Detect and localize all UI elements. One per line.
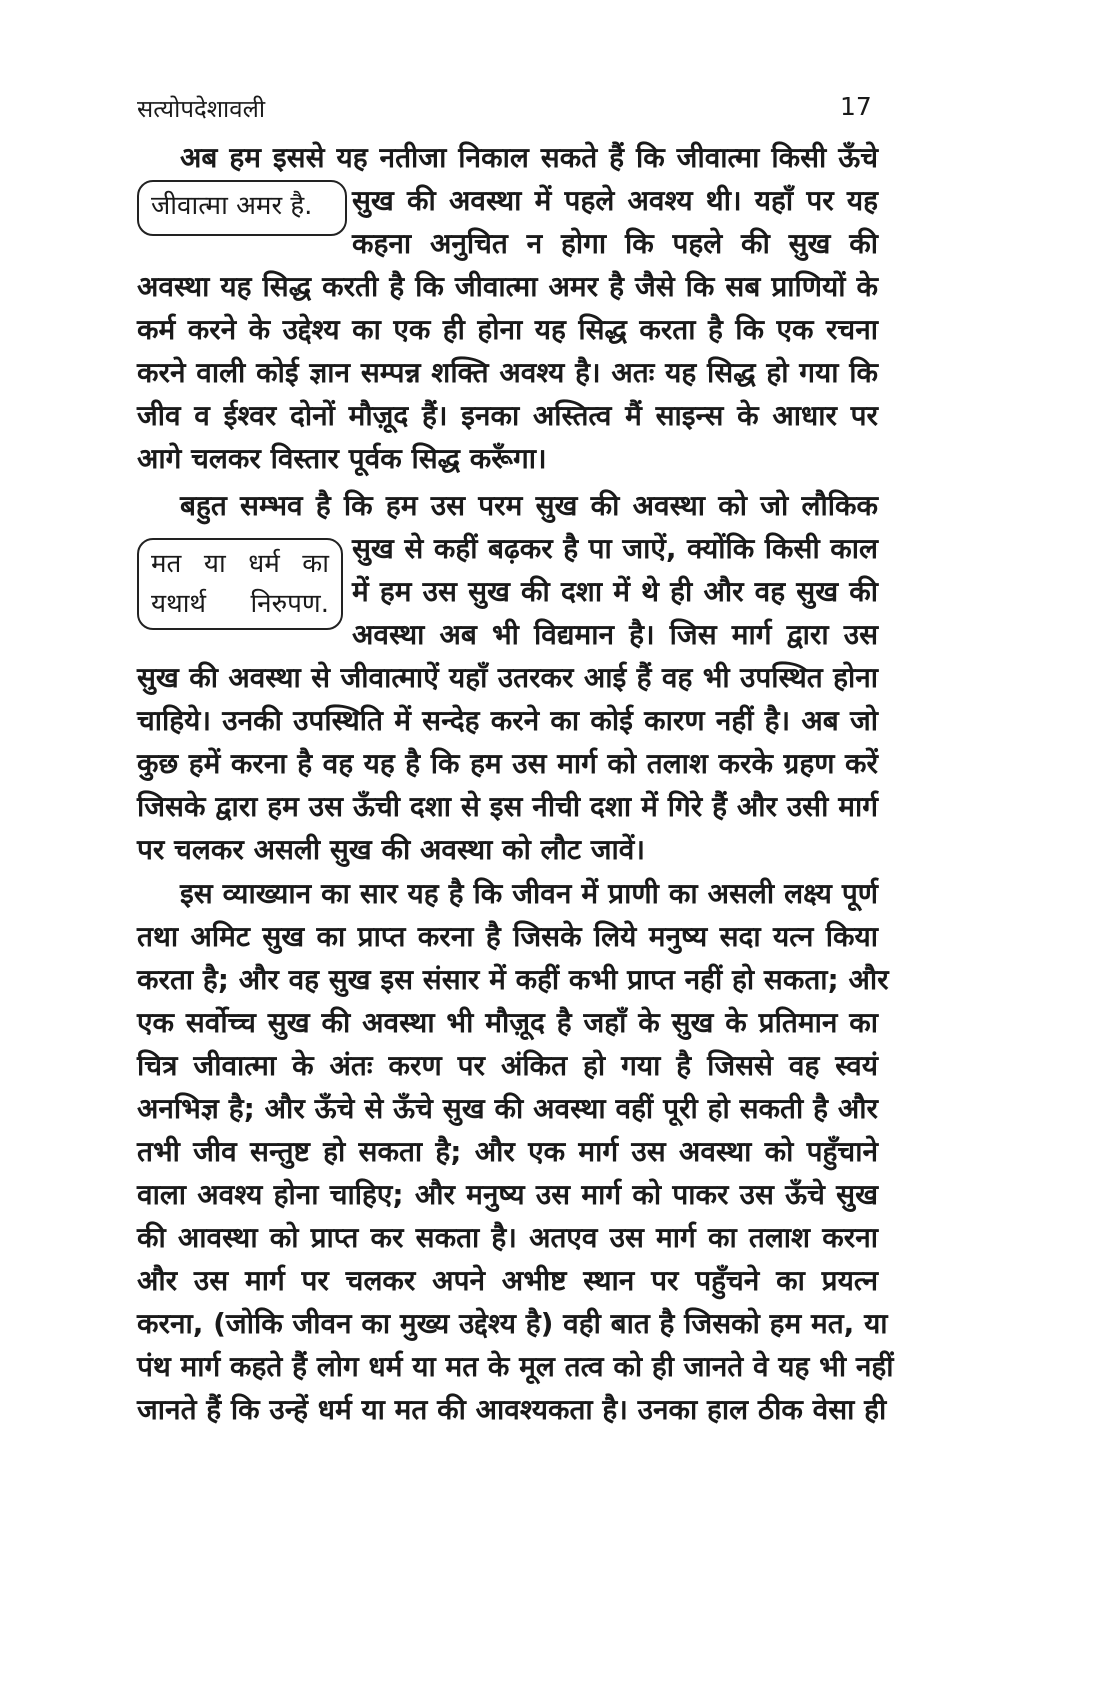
text-line: कर्म करने के उद्देश्य का एक ही होना यह सिद्ध करता है कि एक रचना <box>137 313 878 346</box>
side-note-line: यथार्थ निरुपण. <box>151 589 329 619</box>
text-line: पंथ मार्ग कहते हैं लोग धर्म या मत के मूल तत्व को ही जानते वे यह भी नहीं <box>137 1350 894 1383</box>
text-line: जानते हैं कि उन्हें धर्म या मत की आवश्यकता है। उनका हाल ठीक वेसा ही <box>137 1393 887 1426</box>
text-line: इस व्याख्यान का सार यह है कि जीवन में प्राणी का असली लक्ष्य पूर्ण <box>180 877 878 910</box>
text-line: पर चलकर असली सुख की अवस्था को लौट जावें। <box>137 833 645 866</box>
text-line: एक सर्वोच्च सुख की अवस्था भी मौज़ूद है जहाँ के सुख के प्रतिमान का <box>137 1006 878 1039</box>
side-note-religion <box>137 538 343 630</box>
text-line: तथा अमिट सुख का प्राप्त करना है जिसके लिये मनुष्य सदा यत्न किया <box>137 920 878 953</box>
text-line: करना, (जोकि जीवन का मुख्य उद्देश्य है) वही बात है जिसको हम मत, या <box>137 1307 888 1340</box>
text-line: कुछ हमें करना है वह यह है कि हम उस मार्ग को तलाश करके ग्रहण करें <box>137 747 878 780</box>
running-title: सत्योपदेशावली <box>137 95 266 123</box>
text-line: जीव व ईश्वर दोनों मौज़ूद हैं। इनका अस्तित्व मैं साइन्स के आधार पर <box>137 399 878 432</box>
text-line: करता है; और वह सुख इस संसार में कहीं कभी प्राप्त नहीं हो सकता; और <box>137 963 889 996</box>
side-note-line: जीवात्मा अमर है. <box>151 191 313 221</box>
text-line: चित्र जीवात्मा के अंतः करण पर अंकित हो गया है जिससे वह स्वयं <box>137 1049 878 1082</box>
text-line: कहना अनुचित न होगा कि पहले की सुख की <box>352 227 878 260</box>
text-line: में हम उस सुख की दशा में थे ही और वह सुख की <box>352 575 878 608</box>
text-line: आगे चलकर विस्तार पूर्वक सिद्ध करूँगा। <box>137 442 547 475</box>
side-note-immortal-soul <box>137 180 347 236</box>
text-line: सुख की अवस्था में पहले अवश्य थी। यहाँ पर यह <box>352 184 878 217</box>
text-line: अवस्था यह सिद्ध करती है कि जीवात्मा अमर है जैसे कि सब प्राणियों के <box>137 270 878 303</box>
text-line: सुख से कहीं बढ़कर है पा जाऐं, क्योंकि किसी काल <box>352 532 878 565</box>
text-line: अब हम इससे यह नतीजा निकाल सकते हैं कि जीवात्मा किसी ऊँचे <box>180 141 878 174</box>
text-line: बहुत सम्भव है कि हम उस परम सुख की अवस्था को जो लौकिक <box>180 489 878 522</box>
text-line: अवस्था अब भी विद्यमान है। जिस मार्ग द्वारा उस <box>352 618 878 651</box>
text-line: अनभिज्ञ है; और ऊँचे से ऊँचे सुख की अवस्था वहीं पूरी हो सकती है और <box>137 1092 878 1125</box>
text-line: वाला अवश्य होना चाहिए; और मनुष्य उस मार्ग को पाकर उस ऊँचे सुख <box>137 1178 878 1211</box>
text-line: करने वाली कोई ज्ञान सम्पन्न शक्ति अवश्य है। अतः यह सिद्ध हो गया कि <box>137 356 878 389</box>
text-line: चाहिये। उनकी उपस्थिति में सन्देह करने का कोई कारण नहीं है। अब जो <box>137 704 878 737</box>
text-line: तभी जीव सन्तुष्ट हो सकता है; और एक मार्ग उस अवस्था को पहुँचाने <box>137 1135 878 1168</box>
text-line: की आवस्था को प्राप्त कर सकता है। अतएव उस मार्ग का तलाश करना <box>137 1221 878 1254</box>
text-line: सुख की अवस्था से जीवात्माऐं यहाँ उतरकर आई हैं वह भी उपस्थित होना <box>137 661 878 694</box>
text-line: और उस मार्ग पर चलकर अपने अभीष्ट स्थान पर पहुँचने का प्रयत्न <box>137 1264 878 1297</box>
text-line: जिसके द्वारा हम उस ऊँची दशा से इस नीची दशा में गिरे हैं और उसी मार्ग <box>137 790 878 823</box>
side-note-line: मत या धर्म का <box>151 549 329 579</box>
page-number: 17 <box>840 92 872 121</box>
